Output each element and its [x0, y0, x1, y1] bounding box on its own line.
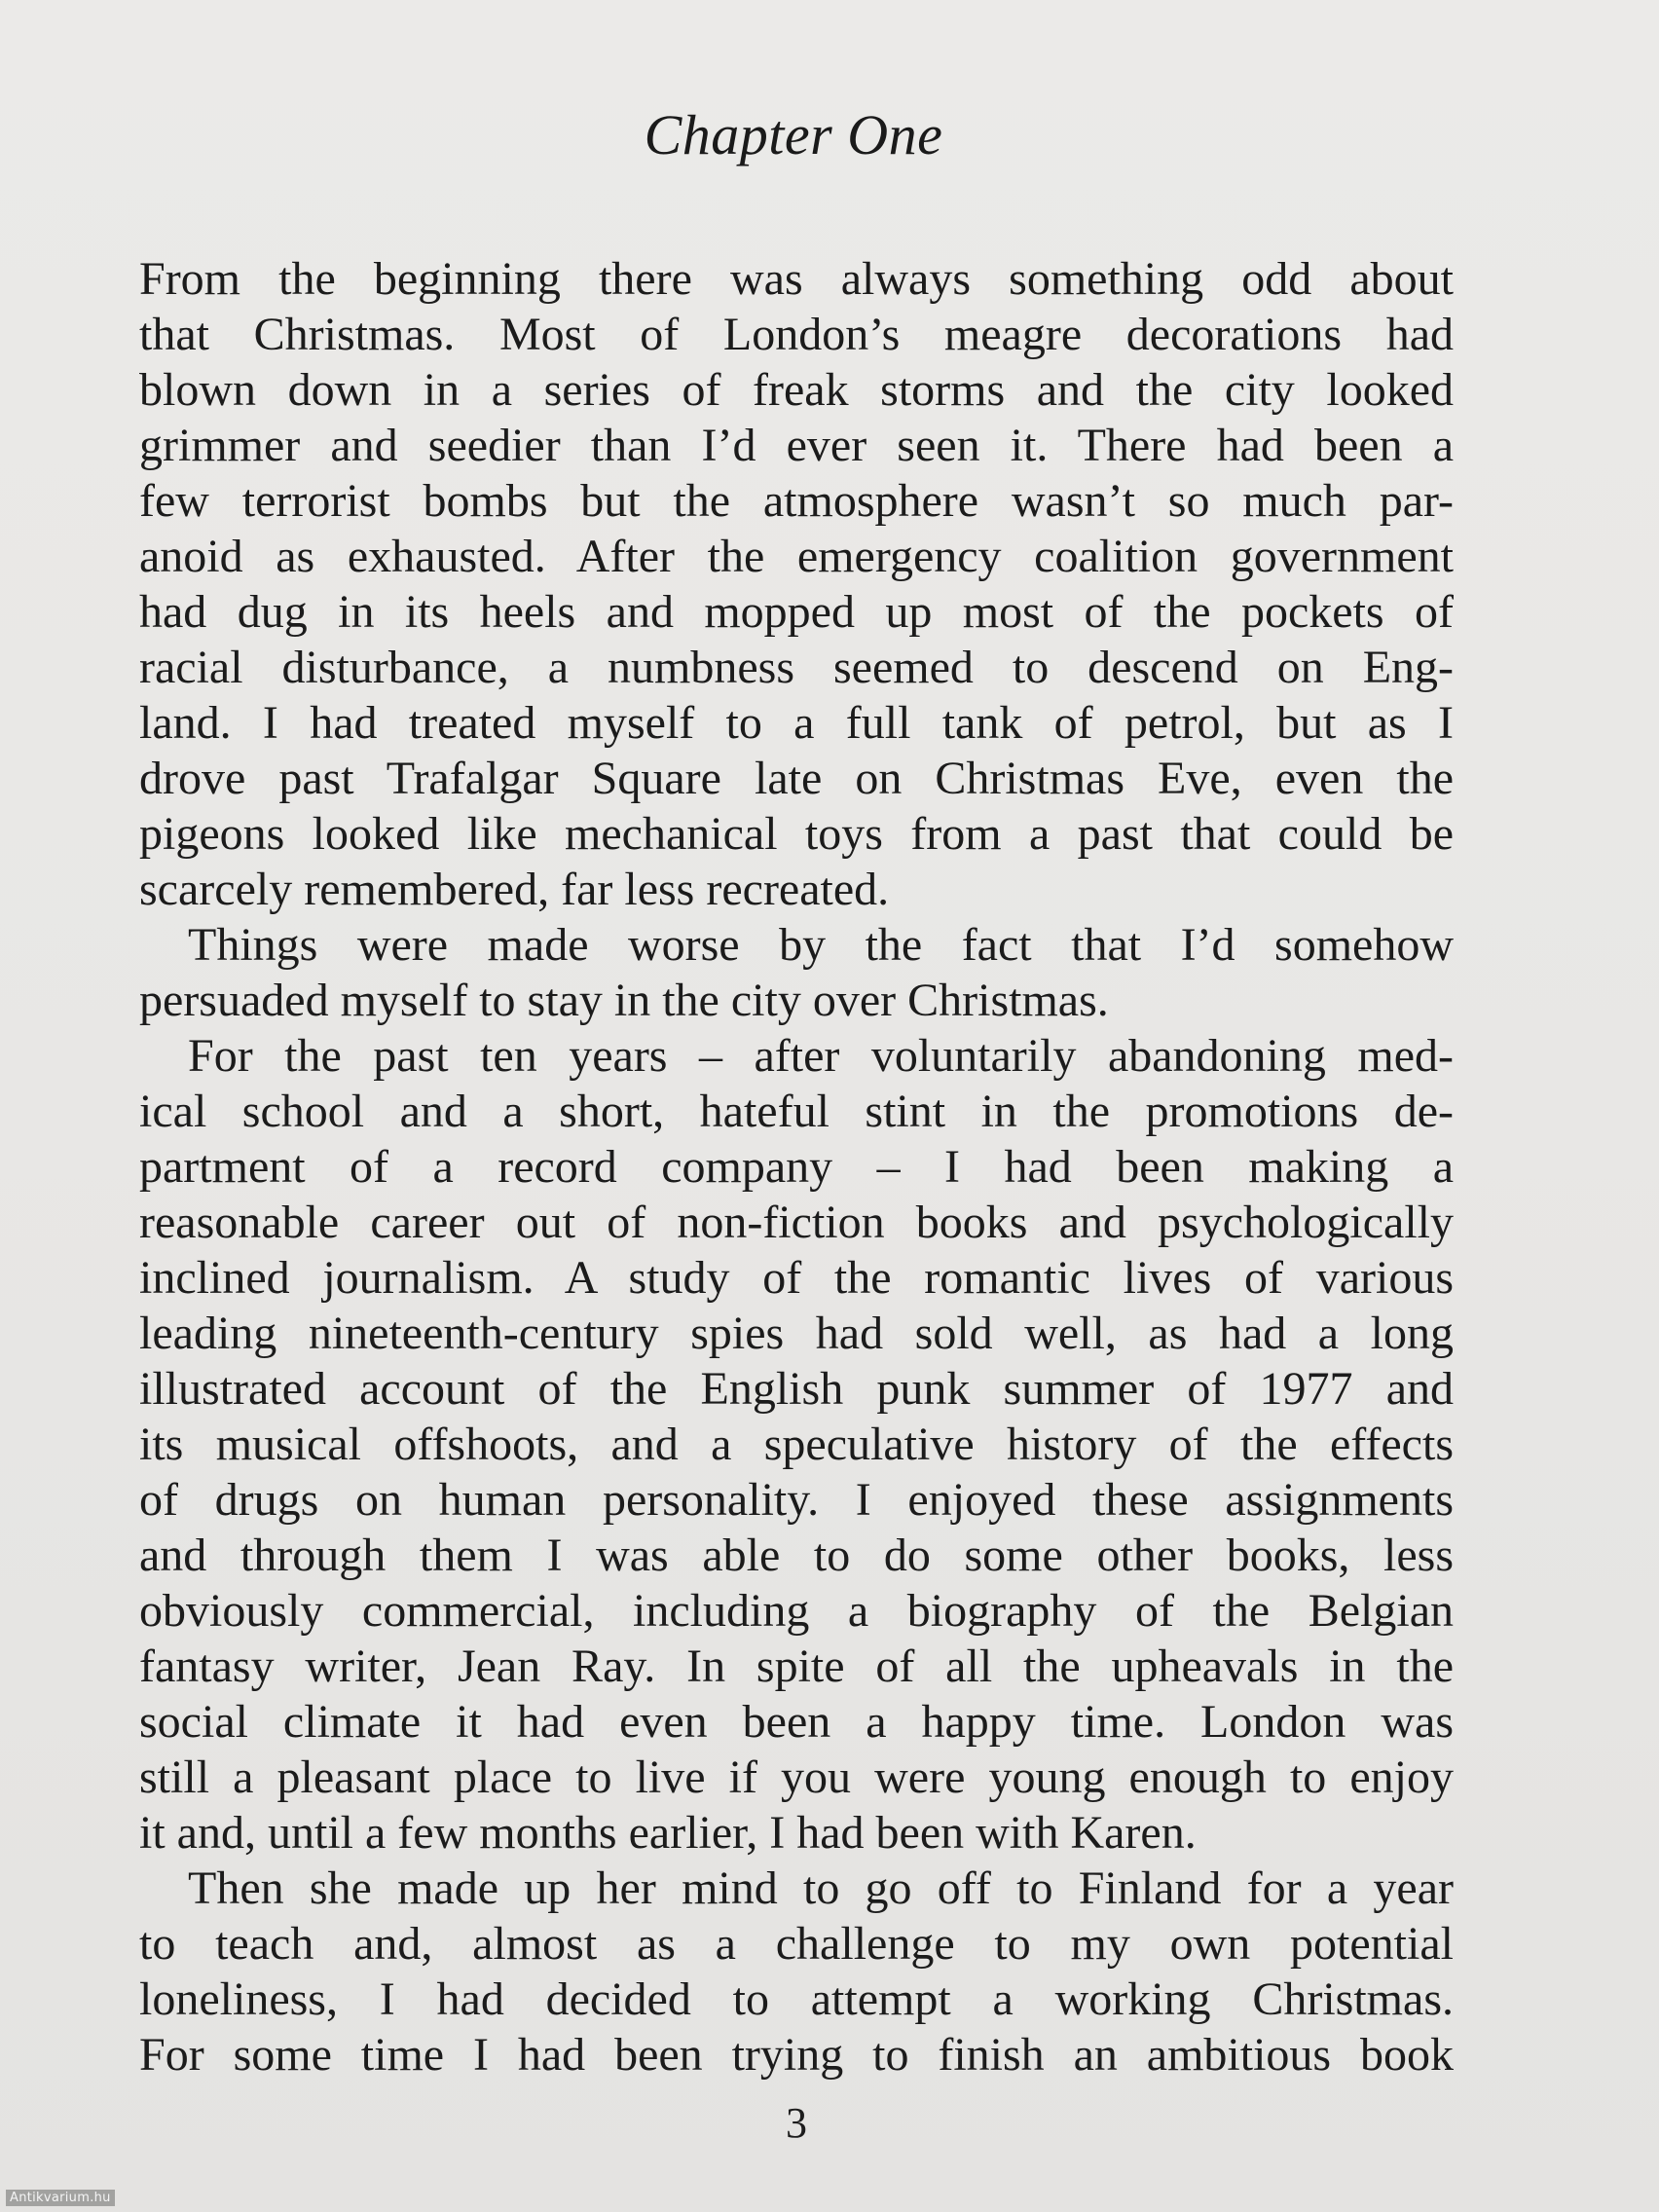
text-line: drove past Trafalgar Square late on Christmas Eve, even the	[139, 753, 1454, 804]
text-line: persuaded myself to stay in the city over Christmas.	[139, 975, 1109, 1026]
text-line: obviously commercial, including a biography of the Belgian	[139, 1585, 1454, 1637]
page-number: 3	[786, 2099, 807, 2147]
text-line: and through them I was able to do some other books, less	[139, 1530, 1454, 1581]
text-line: reasonable career out of non-fiction books and psychologically	[139, 1197, 1454, 1248]
text-line: blown down in a series of freak storms and the city looked	[139, 364, 1454, 416]
text-line: social climate it had even been a happy time. London was	[139, 1696, 1454, 1748]
text-line: grimmer and seedier than I’d ever seen it. There had been a	[139, 420, 1454, 471]
paragraph	[139, 1861, 1454, 2083]
text-line: still a pleasant place to live if you were young enough to enjoy	[139, 1751, 1454, 1803]
text-line: had dug in its heels and mopped up most of the pockets of	[139, 586, 1454, 638]
text-line: For some time I had been trying to finish an ambitious book	[139, 2029, 1454, 2081]
watermark: Antikvarium.hu	[6, 2190, 115, 2206]
text-line: leading nineteenth-century spies had sold well, as had a long	[139, 1308, 1454, 1359]
text-line: ical school and a short, hateful stint in the promotions de-	[139, 1086, 1454, 1137]
text-line: pigeons looked like mechanical toys from a past that could be	[139, 808, 1454, 860]
text-line: to teach and, almost as a challenge to my own potential	[139, 1918, 1454, 1970]
body-text	[139, 251, 1454, 2083]
text-line: racial disturbance, a numbness seemed to descend on Eng-	[139, 642, 1454, 693]
text-line: inclined journalism. A study of the romantic lives of various	[139, 1252, 1454, 1304]
text-line: loneliness, I had decided to attempt a working Christmas.	[139, 1973, 1454, 2025]
text-line: its musical offshoots, and a speculative history of the effects	[139, 1419, 1454, 1470]
text-line: land. I had treated myself to a full tank of petrol, but as I	[139, 697, 1454, 749]
text-line: illustrated account of the English punk summer of 1977 and	[139, 1363, 1454, 1415]
text-line: Things were made worse by the fact that I’d somehow	[188, 919, 1454, 971]
text-line: For the past ten years – after voluntarily abandoning med-	[188, 1030, 1454, 1082]
paragraph	[139, 917, 1454, 1028]
text-line: that Christmas. Most of London’s meagre decorations had	[139, 309, 1454, 360]
text-line: anoid as exhausted. After the emergency coalition government	[139, 531, 1454, 582]
paragraph	[139, 1028, 1454, 1861]
text-line: From the beginning there was always something odd about	[139, 253, 1454, 305]
text-line: scarcely remembered, far less recreated.	[139, 864, 890, 915]
paragraph	[139, 251, 1454, 917]
text-line: partment of a record company – I had been making a	[139, 1141, 1454, 1193]
text-line: it and, until a few months earlier, I had been with Karen.	[139, 1807, 1197, 1859]
text-line: few terrorist bombs but the atmosphere wasn’t so much par-	[139, 475, 1454, 527]
text-line: Then she made up her mind to go off to Finland for a year	[188, 1862, 1454, 1914]
text-line: fantasy writer, Jean Ray. In spite of all the upheavals in the	[139, 1641, 1454, 1692]
text-line: of drugs on human personality. I enjoyed these assignments	[139, 1474, 1454, 1526]
chapter-title: Chapter One	[644, 103, 943, 166]
